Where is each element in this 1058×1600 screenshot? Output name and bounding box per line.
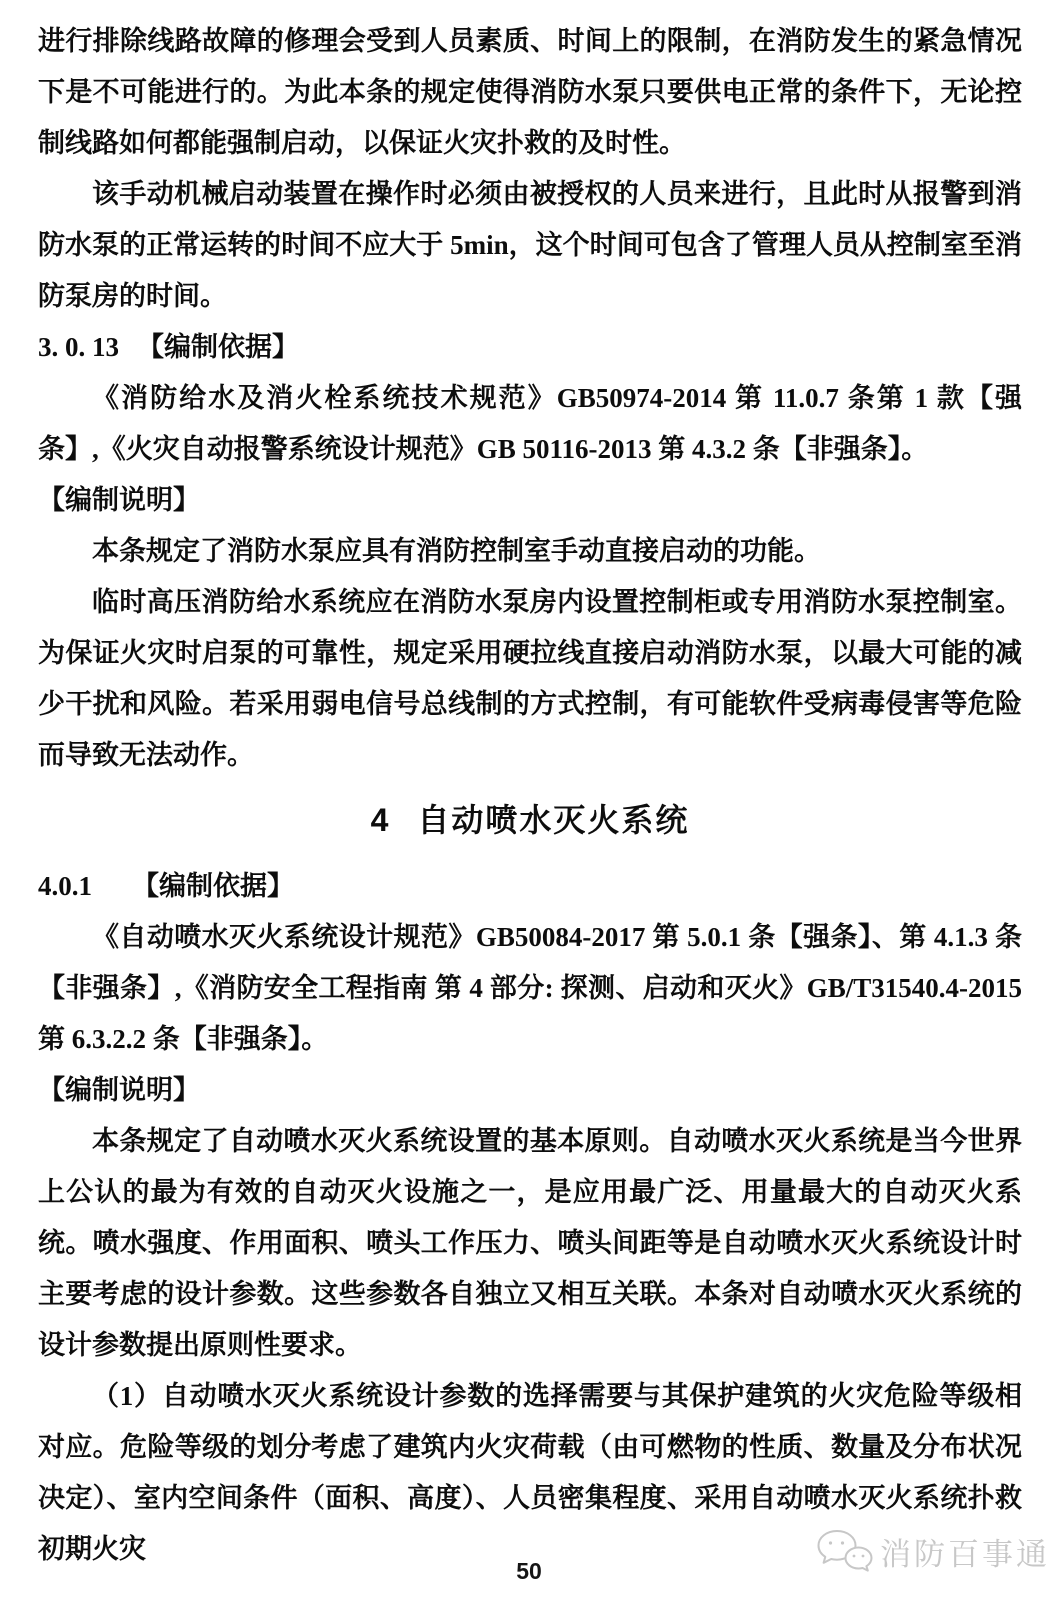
clause-label: 【编制依据】 (137, 332, 299, 362)
chapter-title: 自动喷水灭火系统 (417, 802, 690, 838)
clause-number: 3. 0. 13 (38, 332, 119, 362)
section-label: 【编制说明】 (38, 1075, 200, 1105)
paragraph: 本条规定了自动喷水灭火系统设置的基本原则。自动喷水灭火系统是当今世界上公认的最为有效的自动灭火设施之一，是应用最广泛、用量最大的自动灭火系统。喷水强度、作用面积、喷头工作压力、喷头间距等是自动喷水灭火系统设计时主要考虑的设计参数。这些参数各自独立又相互关联。本条对自动喷水灭火系统的设计参数提出原则性要求。 (38, 1126, 1022, 1360)
clause-heading (38, 861, 1022, 912)
clause-label: 【编制依据】 (132, 871, 294, 901)
paragraph: （1）自动喷水灭火系统设计参数的选择需要与其保护建筑的火灾危险等级相对应。危险等级的划分考虑了建筑内火灾荷载（由可燃物的性质、数量及分布状况决定）、室内空间条件（面积、高度）、人员密集程度、采用自动喷水灭火系统扑救初期火灾 (38, 1381, 1022, 1564)
paragraph: 临时高压消防给水系统应在消防水泵房内设置控制柜或专用消防水泵控制室。为保证火灾时启泵的可靠性，规定采用硬拉线直接启动消防水泵，以最大可能的减少干扰和风险。若采用弱电信号总线制的方式控制，有可能软件受病毒侵害等危险而导致无法动作。 (38, 587, 1022, 770)
section-label: 【编制说明】 (38, 485, 200, 515)
paragraph: 进行排除线路故障的修理会受到人员素质、时间上的限制，在消防发生的紧急情况下是不可能进行的。为此本条的规定使得消防水泵只要供电正常的条件下，无论控制线路如何都能强制启动，以保证火灾扑救的及时性。 (38, 26, 1022, 158)
document-body (38, 16, 1022, 1575)
paragraph: 《自动喷水灭火系统设计规范》GB50084-2017 第 5.0.1 条【强条】、第 4.1.3 条【非强条】,《消防安全工程指南 第 4 部分: 探测、启动和灭火》GB/T31540.4-2015 第 6.3.2.2 条【非强条】。 (38, 922, 1022, 1054)
paragraph: 《消防给水及消火栓系统技术规范》GB50974-2014 第 11.0.7 条第 1 款【强条】,《火灾自动报警系统设计规范》GB 50116-2013 第 4.3.2 条【非强条】。 (38, 383, 1022, 464)
watermark-label: 消防百事通 (880, 1536, 1050, 1572)
chapter-heading (38, 791, 1022, 849)
clause-number: 4.0.1 (38, 871, 92, 901)
paragraph: 本条规定了消防水泵应具有消防控制室手动直接启动的功能。 (92, 536, 821, 566)
paragraph: 该手动机械启动装置在操作时必须由被授权的人员来进行，且此时从报警到消防水泵的正常运转的时间不应大于 5min，这个时间可包含了管理人员从控制室至消防泵房的时间。 (38, 179, 1022, 311)
clause-heading (38, 322, 1022, 373)
page-number: 50 (516, 1558, 542, 1584)
chapter-number: 4 (370, 802, 390, 838)
